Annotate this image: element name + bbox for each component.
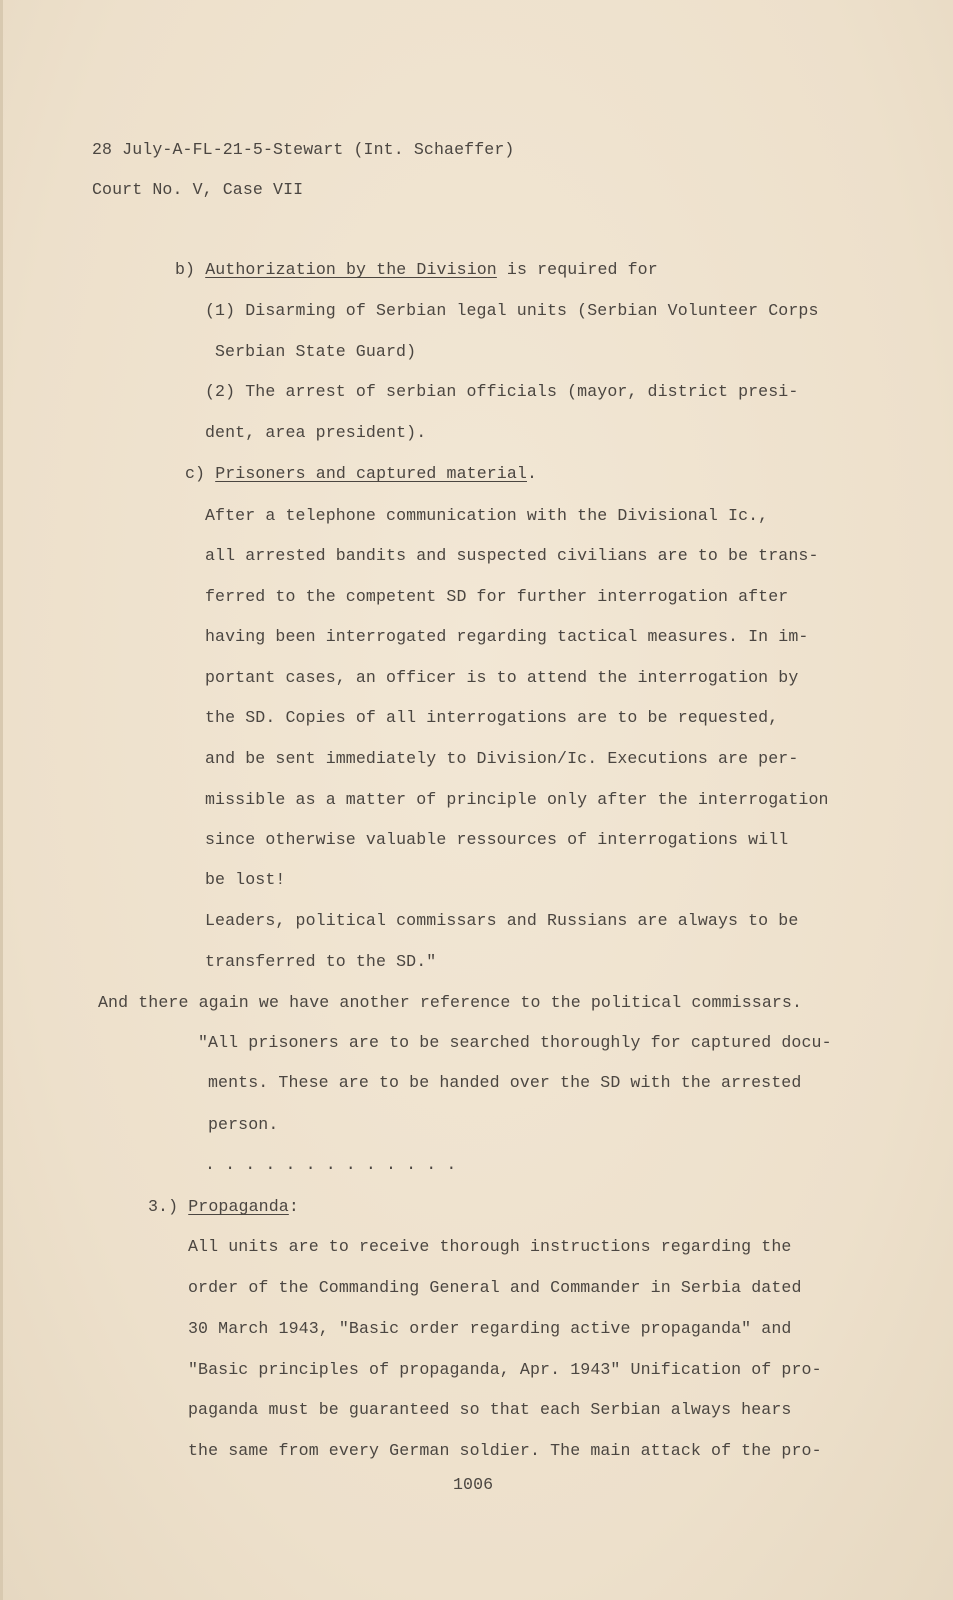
section-b-item1-line1: (1) Disarming of Serbian legal units (Serbian Volunteer Corps	[205, 301, 819, 320]
section-c-line: having been interrogated regarding tactical measures. In im-	[205, 627, 809, 646]
section-3-title: Propaganda	[188, 1197, 289, 1216]
section-c-label: c)	[185, 464, 216, 483]
section-b-suffix: is required for	[496, 260, 658, 279]
section-b-item1-line2: Serbian State Guard)	[215, 342, 417, 361]
section-c-line: ferred to the competent SD for further interrogation after	[205, 587, 789, 606]
section-c-suffix: .	[526, 464, 538, 483]
section-3-line: the same from every German soldier. The main attack of the pro-	[188, 1441, 822, 1460]
section-c-line: missible as a matter of principle only after the interrogation	[205, 790, 829, 809]
commentary-line: And there again we have another reference to the political commissars.	[98, 993, 803, 1012]
section-c-line: transferred to the SD."	[205, 952, 437, 971]
header-line-1: 28 July-A-FL-21-5-Stewart (Int. Schaeffer)	[92, 140, 515, 159]
section-3-line: 30 March 1943, "Basic order regarding active propaganda" and	[188, 1319, 792, 1338]
quote-line: ments. These are to be handed over the SD with the arrested	[208, 1073, 802, 1092]
section-c-line: all arrested bandits and suspected civilians are to be trans-	[205, 546, 819, 565]
section-3-suffix: :	[288, 1197, 299, 1216]
section-3-line: paganda must be guaranteed so that each Serbian always hears	[188, 1400, 792, 1419]
quote-line: person.	[208, 1115, 279, 1134]
section-b-item2-line2: dent, area president).	[205, 423, 427, 442]
page-number: 1006	[453, 1475, 494, 1494]
section-3-line: All units are to receive thorough instructions regarding the	[188, 1237, 792, 1256]
section-c-line: After a telephone communication with the Divisional Ic.,	[205, 506, 769, 525]
section-c-line: portant cases, an officer is to attend the interrogation by	[205, 668, 799, 687]
section-3-line: "Basic principles of propaganda, Apr. 1943" Unification of pro-	[188, 1360, 822, 1379]
page-edge	[0, 0, 3, 1600]
section-3-heading	[148, 1197, 299, 1217]
section-3-line: order of the Commanding General and Commander in Serbia dated	[188, 1278, 802, 1297]
quote-line: "All prisoners are to be searched thoroughly for captured docu-	[198, 1033, 832, 1052]
section-b-label: b)	[175, 260, 206, 279]
section-c-line: since otherwise valuable ressources of interrogations will	[205, 830, 789, 849]
section-c-title: Prisoners and captured material	[215, 464, 527, 483]
section-b-heading	[175, 260, 658, 280]
section-3-label: 3.)	[148, 1197, 189, 1216]
section-b-title: Authorization by the Division	[205, 260, 497, 279]
section-c-line: Leaders, political commissars and Russians are always to be	[205, 911, 799, 930]
section-c-line: and be sent immediately to Division/Ic. Executions are per-	[205, 749, 799, 768]
section-b-item2-line1: (2) The arrest of serbian officials (mayor, district presi-	[205, 382, 799, 401]
section-c-line: the SD. Copies of all interrogations are to be requested,	[205, 708, 779, 727]
header-line-2: Court No. V, Case VII	[92, 180, 304, 199]
section-c-line: be lost!	[205, 870, 286, 889]
ellipsis-separator: . . . . . . . . . . . . .	[205, 1155, 457, 1174]
section-c-heading	[185, 464, 537, 484]
